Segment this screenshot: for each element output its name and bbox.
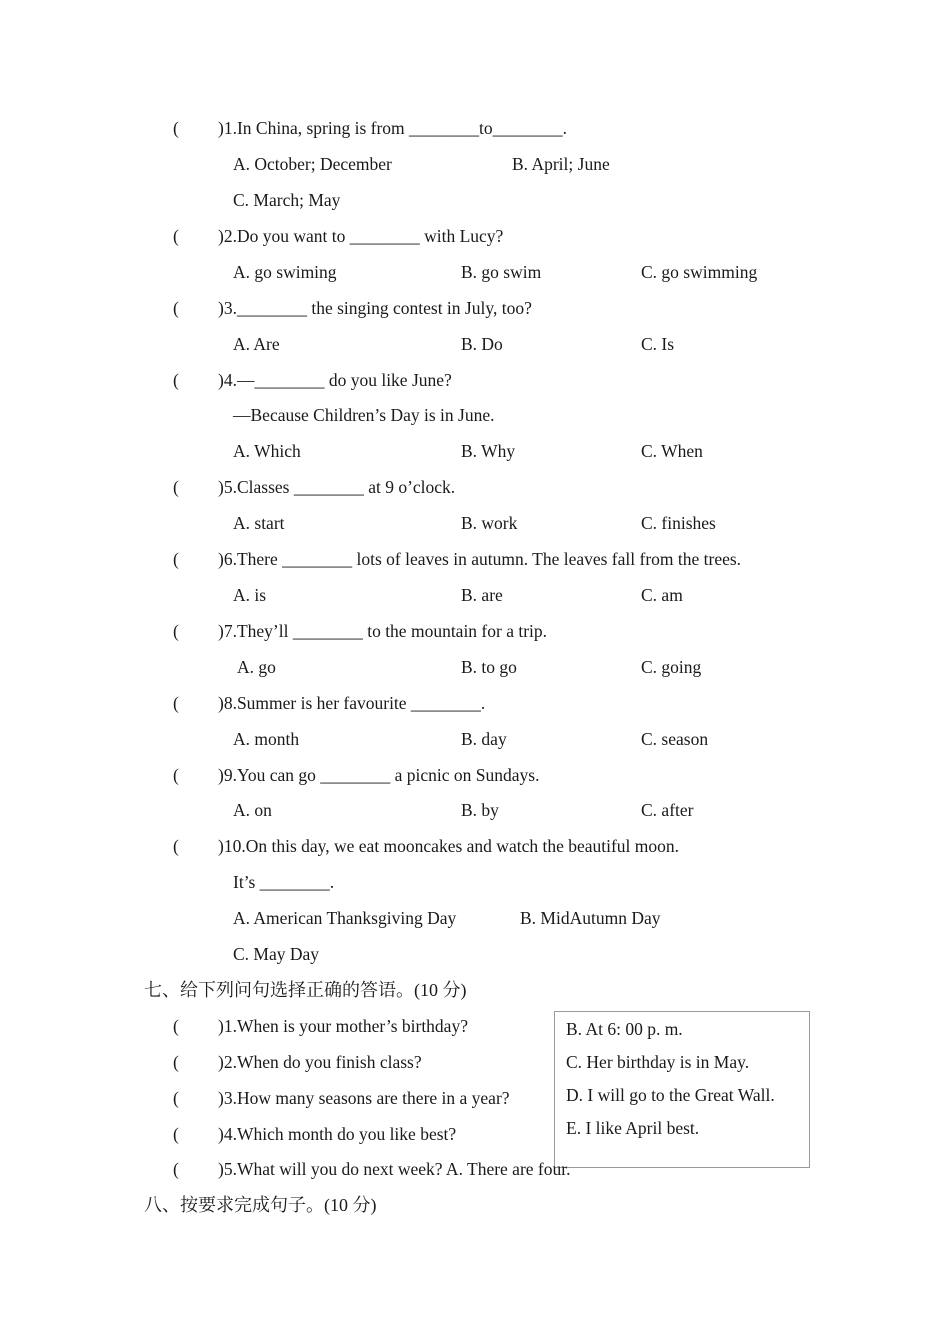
answer-paren: ( bbox=[173, 1052, 179, 1072]
section-8-heading bbox=[144, 1194, 377, 1217]
option-a: A. start bbox=[233, 513, 285, 533]
question-stem: )2.When do you finish class? bbox=[218, 1052, 422, 1072]
answer-paren: ( bbox=[173, 370, 179, 390]
option-b: B. to go bbox=[461, 657, 517, 677]
question-stem: )6.There ________ lots of leaves in autumn. The leaves fall from the trees. bbox=[218, 549, 742, 569]
answer-paren: ( bbox=[173, 226, 179, 246]
section-7-heading bbox=[144, 979, 467, 1002]
option-a: A. month bbox=[233, 729, 300, 749]
option-c: C. finishes bbox=[641, 513, 716, 533]
option-c: C. When bbox=[641, 441, 703, 461]
option-c: C. going bbox=[641, 657, 702, 677]
section-8-title: 八、按要求完成句子。 bbox=[144, 1195, 324, 1216]
option-c: C. season bbox=[641, 729, 709, 749]
option-b: B. day bbox=[461, 729, 507, 749]
answer-paren: ( bbox=[173, 1088, 179, 1108]
option-c: C. March; May bbox=[233, 190, 341, 210]
question-stem: )1.When is your mother’s birthday? bbox=[218, 1016, 468, 1036]
question-stem: )9.You can go ________ a picnic on Sundays. bbox=[218, 765, 540, 785]
answer-paren: ( bbox=[173, 693, 179, 713]
answer-paren: ( bbox=[173, 765, 179, 785]
option-b: B. Do bbox=[461, 334, 503, 354]
answer-paren: ( bbox=[173, 118, 179, 138]
question-stem: )10.On this day, we eat mooncakes and watch the beautiful moon. bbox=[218, 836, 680, 856]
option-a: A. October; December bbox=[233, 154, 392, 174]
answer-option-c: C. Her birthday is in May. bbox=[566, 1052, 750, 1072]
answer-paren: ( bbox=[173, 1124, 179, 1144]
option-b: B. work bbox=[461, 513, 518, 533]
option-a: A. is bbox=[233, 585, 267, 605]
option-c: C. after bbox=[641, 800, 694, 820]
answer-options-box bbox=[554, 1011, 810, 1168]
answer-paren: ( bbox=[173, 621, 179, 641]
option-b: B. MidAutumn Day bbox=[520, 908, 661, 928]
question-stem: )2.Do you want to ________ with Lucy? bbox=[218, 226, 504, 246]
section-8-score: (10 分) bbox=[324, 1195, 377, 1215]
question-stem: )7.They’ll ________ to the mountain for a trip. bbox=[218, 621, 548, 641]
answer-paren: ( bbox=[173, 549, 179, 569]
answer-paren: ( bbox=[173, 1159, 179, 1179]
answer-option-d: D. I will go to the Great Wall. bbox=[566, 1085, 775, 1105]
question-stem: )5.What will you do next week? A. There are four. bbox=[218, 1159, 571, 1179]
option-a: A. Which bbox=[233, 441, 301, 461]
question-stem: )1.In China, spring is from ________to________. bbox=[218, 118, 568, 138]
answer-paren: ( bbox=[173, 836, 179, 856]
section-7-score: (10 分) bbox=[414, 980, 467, 1000]
option-c: C. am bbox=[641, 585, 683, 605]
option-b: B. April; June bbox=[512, 154, 610, 174]
option-a: A. Are bbox=[233, 334, 280, 354]
option-c: C. go swimming bbox=[641, 262, 758, 282]
question-stem-continuation: —Because Children’s Day is in June. bbox=[233, 405, 495, 425]
option-b: B. by bbox=[461, 800, 499, 820]
answer-option-b: B. At 6: 00 p. m. bbox=[566, 1019, 683, 1039]
option-b: B. are bbox=[461, 585, 503, 605]
answer-paren: ( bbox=[173, 1016, 179, 1036]
question-stem: )3.________ the singing contest in July, too? bbox=[218, 298, 532, 318]
answer-paren: ( bbox=[173, 477, 179, 497]
question-stem: )4.—________ do you like June? bbox=[218, 370, 452, 390]
option-a: A. American Thanksgiving Day bbox=[233, 908, 457, 928]
option-b: B. go swim bbox=[461, 262, 542, 282]
option-a: A. go bbox=[237, 657, 276, 677]
option-c: C. Is bbox=[641, 334, 675, 354]
option-c: C. May Day bbox=[233, 944, 320, 964]
section-7-title: 七、给下列问句选择正确的答语。 bbox=[144, 980, 414, 1001]
answer-option-e: E. I like April best. bbox=[566, 1118, 700, 1138]
option-b: B. Why bbox=[461, 441, 516, 461]
question-stem: )8.Summer is her favourite ________. bbox=[218, 693, 486, 713]
option-a: A. go swiming bbox=[233, 262, 337, 282]
question-stem: )5.Classes ________ at 9 o’clock. bbox=[218, 477, 456, 497]
option-a: A. on bbox=[233, 800, 272, 820]
question-stem: )3.How many seasons are there in a year? bbox=[218, 1088, 510, 1108]
question-stem-continuation: It’s ________. bbox=[233, 872, 335, 892]
question-stem: )4.Which month do you like best? bbox=[218, 1124, 457, 1144]
answer-paren: ( bbox=[173, 298, 179, 318]
